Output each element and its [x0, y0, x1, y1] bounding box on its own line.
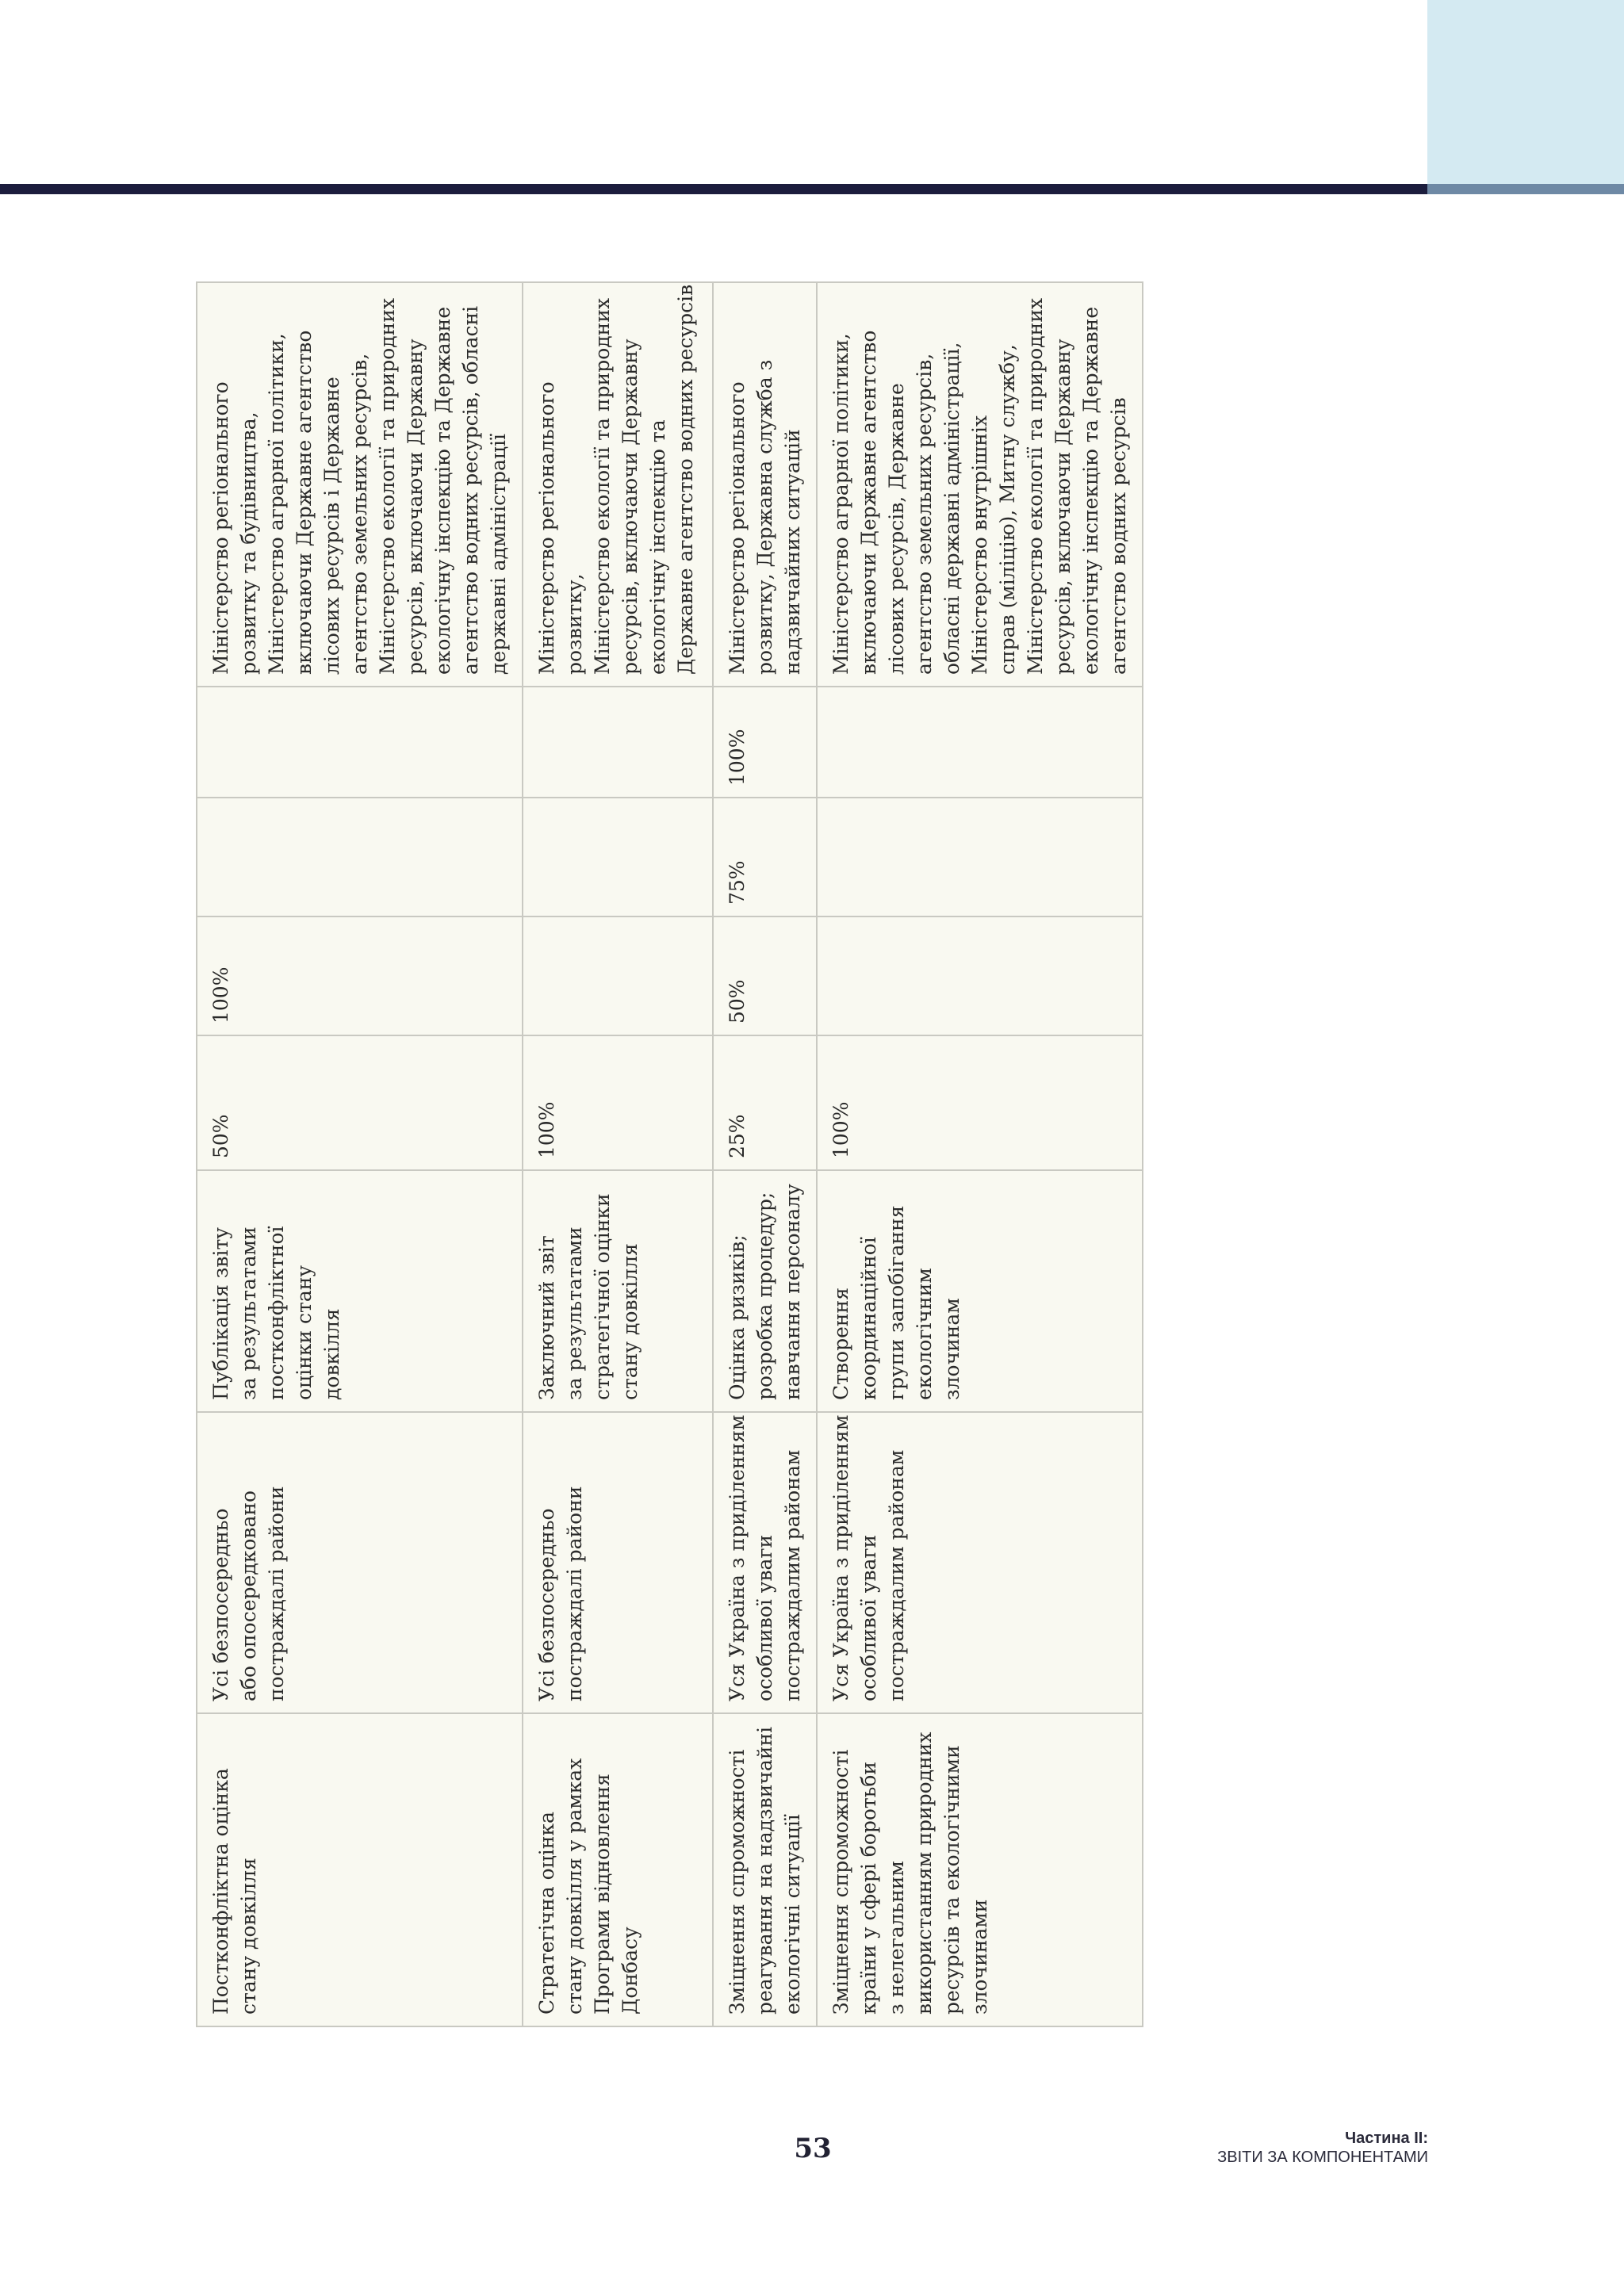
cell-line: за результатами — [563, 1226, 586, 1400]
cell-line: Заключний звіт — [535, 1235, 558, 1400]
cell-line: Стратегічна оцінка — [535, 1812, 558, 2015]
cell-line: використанням природних — [913, 1732, 936, 2015]
table-row — [817, 282, 1143, 2026]
cell-progress-1 — [197, 1035, 523, 1170]
cell-line: агентство земельних ресурсів, — [348, 353, 371, 675]
cell-progress-2 — [817, 916, 1143, 1035]
cell-line: Програми відновлення — [591, 1774, 614, 2015]
cell-line: оцінки стану — [293, 1265, 316, 1400]
cell-line: Зміцнення спроможності — [726, 1749, 749, 2015]
cell-progress-3 — [817, 798, 1143, 916]
activities-table — [196, 281, 1143, 2027]
cell-line: стратегічної оцінки — [591, 1193, 614, 1400]
cell-line: постраждалі райони — [265, 1486, 288, 1701]
cell-line: Усі безпосередньо — [535, 1508, 558, 1701]
cell-progress-2 — [713, 916, 817, 1035]
cell-line: Зміцнення спроможності — [829, 1749, 852, 2015]
cell-line: справ (міліцію), Митну службу, — [996, 344, 1019, 675]
cell-line: Донбасу — [619, 1927, 642, 2015]
cell-value: 100% — [209, 966, 232, 1024]
cell-line: особливої уваги — [753, 1534, 776, 1701]
cell-target-area — [817, 1412, 1143, 1713]
cell-line: особливої уваги — [857, 1534, 880, 1701]
cell-line: Публікація звіту — [209, 1226, 232, 1400]
cell-line: або опосередковано — [237, 1490, 260, 1701]
cell-line: Міністерство регіонального — [535, 381, 558, 675]
cell-line: довкілля — [320, 1308, 343, 1400]
cell-line: лісових ресурсів, Державне — [885, 383, 908, 675]
cell-progress-3 — [197, 798, 523, 916]
cell-output — [713, 1170, 817, 1412]
cell-responsible — [197, 282, 523, 687]
cell-line: навчання персоналу — [781, 1184, 804, 1400]
cell-line: Уся Україна з приділенням — [726, 1414, 749, 1701]
cell-target-area — [713, 1412, 817, 1713]
cell-line: Міністерство екології та природних — [1024, 297, 1047, 675]
cell-line: лісових ресурсів і Державне — [320, 377, 343, 675]
footer-section-title: ЗВІТИ ЗА КОМПОНЕНТАМИ — [1217, 2149, 1428, 2166]
header-rule-accent — [1427, 184, 1624, 194]
cell-line: стану довкілля — [619, 1243, 642, 1400]
page-number: 53 — [794, 2133, 832, 2164]
cell-line: ресурсів, включаючи Державну — [1051, 339, 1074, 675]
cell-value: 100% — [829, 1101, 852, 1158]
cell-line: злочинам — [940, 1298, 963, 1400]
cell-line: Державне агентство водних ресурсів — [674, 284, 697, 675]
cell-line: Міністерство регіонального — [209, 381, 232, 675]
cell-line: розвитку, Державна служба з — [753, 359, 776, 675]
footer-part-label: Частина II: — [1345, 2130, 1428, 2147]
cell-line: Міністерство екології та природних — [591, 297, 614, 675]
corner-accent-block — [1427, 0, 1624, 184]
cell-progress-2 — [523, 916, 713, 1035]
cell-line: Міністерство регіонального — [726, 381, 749, 675]
cell-target-area — [523, 1412, 713, 1713]
table-row — [197, 282, 523, 2026]
cell-line: розробка процедур; — [753, 1192, 776, 1400]
rotated-table-container — [196, 283, 1130, 2027]
cell-progress-1 — [523, 1035, 713, 1170]
cell-progress-1 — [817, 1035, 1143, 1170]
cell-line: Міністерство аграрної політики, — [265, 333, 288, 675]
cell-target-area — [197, 1412, 523, 1713]
cell-line: злочинами — [968, 1899, 991, 2015]
cell-output — [197, 1170, 523, 1412]
cell-progress-4 — [817, 687, 1143, 798]
cell-line: надзвичайних ситуацій — [781, 429, 804, 675]
cell-line: Оцінка ризиків; — [726, 1234, 749, 1400]
cell-line: постраждалим районам — [781, 1449, 804, 1701]
cell-value: 100% — [726, 729, 749, 786]
cell-line: постраждалі райони — [563, 1486, 586, 1701]
cell-line: за результатами — [237, 1226, 260, 1400]
cell-line: Міністерство аграрної політики, — [829, 333, 852, 675]
cell-line: ресурсів, включаючи Державну — [404, 339, 427, 675]
cell-line: включаючи Державне агентство — [293, 330, 316, 675]
cell-line: обласні державні адміністрації, — [940, 342, 963, 675]
cell-line: стану довкілля — [237, 1858, 260, 2015]
cell-line: Міністерство екології та природних — [376, 297, 399, 675]
cell-line: координаційної — [857, 1237, 880, 1400]
cell-line: розвитку та будівництва, — [237, 411, 260, 675]
cell-line: агентство водних ресурсів — [1107, 397, 1130, 675]
cell-line: включаючи Державне агентство — [857, 330, 880, 675]
cell-output — [817, 1170, 1143, 1412]
cell-line: Уся Україна з приділенням — [829, 1414, 852, 1701]
cell-value: 75% — [726, 860, 749, 905]
cell-progress-4 — [523, 687, 713, 798]
cell-progress-1 — [713, 1035, 817, 1170]
cell-progress-4 — [197, 687, 523, 798]
cell-line: екологічну інспекцію та — [646, 419, 669, 675]
cell-value: 25% — [726, 1114, 749, 1158]
cell-line: агентство водних ресурсів, обласні — [459, 305, 482, 675]
cell-activity — [817, 1713, 1143, 2026]
cell-progress-2 — [197, 916, 523, 1035]
cell-line: постконфліктної — [265, 1226, 288, 1400]
header-rule — [0, 184, 1427, 194]
cell-activity — [713, 1713, 817, 2026]
cell-line: екологічну інспекцію та Державне — [431, 306, 454, 675]
cell-line: Міністерство внутрішніх — [968, 415, 991, 675]
cell-line: ресурсів та екологічними — [940, 1745, 963, 2015]
cell-line: розвитку, — [563, 573, 586, 675]
cell-value: 50% — [209, 1114, 232, 1158]
cell-line: ресурсів, включаючи Державну — [619, 339, 642, 675]
cell-line: Усі безпосередньо — [209, 1508, 232, 1701]
cell-line: екологічну інспекцію та Державне — [1079, 306, 1102, 675]
cell-progress-3 — [713, 798, 817, 916]
table-row — [713, 282, 817, 2026]
cell-activity — [197, 1713, 523, 2026]
cell-responsible — [713, 282, 817, 687]
cell-progress-4 — [713, 687, 817, 798]
cell-value: 100% — [535, 1101, 558, 1158]
cell-responsible — [523, 282, 713, 687]
cell-line: агентство земельних ресурсів, — [913, 353, 936, 675]
cell-value: 50% — [726, 979, 749, 1024]
cell-line: Створення — [829, 1288, 852, 1400]
table-row — [523, 282, 713, 2026]
cell-line: Постконфліктна оцінка — [209, 1768, 232, 2015]
cell-line: групи запобігання — [885, 1205, 908, 1400]
cell-line: екологічні ситуації — [781, 1814, 804, 2015]
cell-line: екологічним — [913, 1268, 936, 1400]
cell-line: з нелегальним — [885, 1861, 908, 2015]
cell-line: державні адміністрації — [487, 434, 510, 675]
cell-output — [523, 1170, 713, 1412]
cell-line: реагування на надзвичайні — [753, 1726, 776, 2015]
cell-line: постраждалим районам — [885, 1449, 908, 1701]
cell-responsible — [817, 282, 1143, 687]
cell-progress-3 — [523, 798, 713, 916]
cell-activity — [523, 1713, 713, 2026]
cell-line: країни у сфері боротьби — [857, 1761, 880, 2015]
cell-line: стану довкілля у рамках — [563, 1758, 586, 2015]
